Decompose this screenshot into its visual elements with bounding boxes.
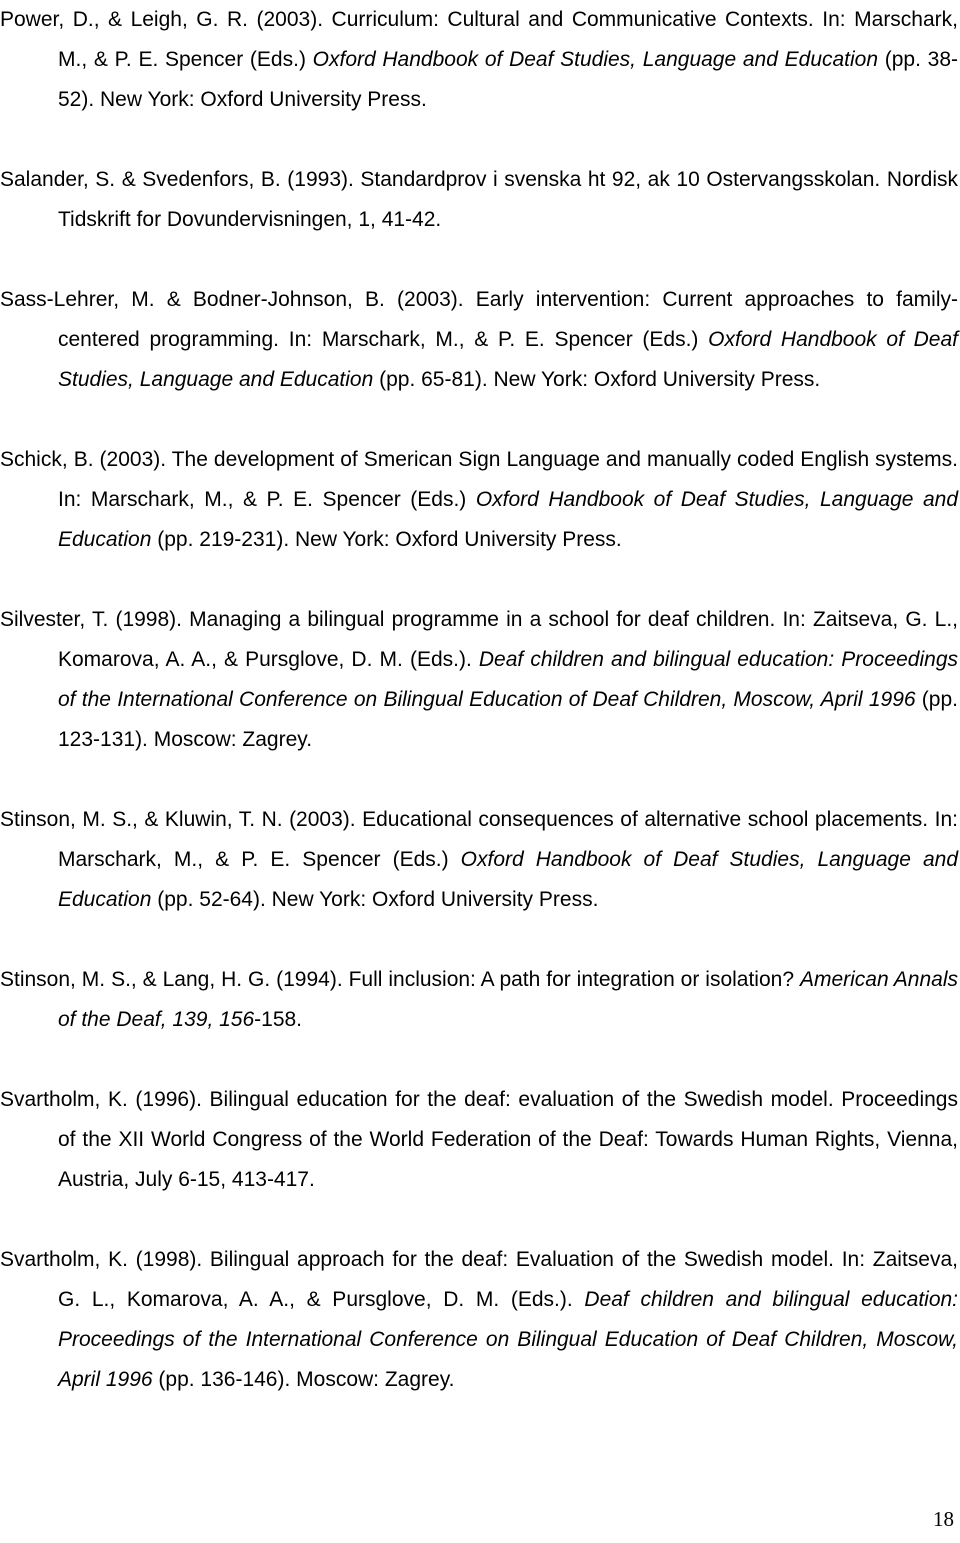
reference-italic-segment: Oxford Handbook of Deaf Studies, Language and Education <box>58 328 959 391</box>
reference-italic-segment: Oxford Handbook of Deaf Studies, Language and Education <box>58 488 958 551</box>
reference-text-segment: Svartholm, K. (1998). Bilingual approach for the deaf: Evaluation of the Swedish model. In: Zaitseva, G. L., Komarova, A. A., & Pursglove, D. M. (Eds.). <box>0 1248 958 1311</box>
reference-entry <box>0 160 958 240</box>
reference-entry <box>0 0 958 120</box>
reference-text-segment: Svartholm, K. (1996). Bilingual education for the deaf: evaluation of the Swedish model. Proceedings of the XII World Congress of the World Federation of the Deaf: Towards Human Rights, Vienna, Austria, July 6-15, 413-417. <box>0 1088 958 1191</box>
reference-text-segment: (pp. 38-52). New York: Oxford University Press. <box>58 48 958 111</box>
reference-entry <box>0 960 958 1040</box>
reference-italic-segment: American Annals of the Deaf, 139, 156 <box>58 968 958 1031</box>
reference-italic-segment: Oxford Handbook of Deaf Studies, Language and Education <box>58 848 959 911</box>
page-number: 18 <box>933 1507 954 1531</box>
reference-entry <box>0 600 958 760</box>
reference-text-segment: Sass-Lehrer, M. & Bodner-Johnson, B. (2003). Early intervention: Current approaches to family-centered programming. In: Marschark, M., & P. E. Spencer (Eds.) <box>0 288 958 351</box>
reference-text-segment: (pp. 65-81). New York: Oxford University Press. <box>373 368 821 391</box>
reference-italic-segment: Deaf children and bilingual education: Proceedings of the International Conference on Bilingual Education of Deaf Children, Moscow, April 1996 <box>58 648 959 711</box>
reference-text-segment: Salander, S. & Svedenfors, B. (1993). Standardprov i svenska ht 92, ak 10 Ostervangsskolan. Nordisk Tidskrift for Dovundervisningen, 1, 41-42. <box>0 168 958 231</box>
reference-text-segment: (pp. 219-231). New York: Oxford University Press. <box>151 528 622 551</box>
reference-text-segment: (pp. 52-64). New York: Oxford University Press. <box>151 888 599 911</box>
reference-text-segment: Stinson, M. S., & Kluwin, T. N. (2003). Educational consequences of alternative school placements. In: Marschark, M., & P. E. Spencer (Eds.) <box>0 808 958 871</box>
reference-entry <box>0 280 958 400</box>
reference-entry <box>0 1080 958 1200</box>
reference-entry <box>0 440 958 560</box>
reference-text-segment: (pp. 123-131). Moscow: Zagrey. <box>58 688 958 751</box>
reference-italic-segment: Oxford Handbook of Deaf Studies, Language and Education <box>312 48 879 71</box>
reference-text-segment: Silvester, T. (1998). Managing a bilingual programme in a school for deaf children. In: Zaitseva, G. L., Komarova, A. A., & Pursglove, D. M. (Eds.). <box>0 608 958 671</box>
reference-entry <box>0 1240 958 1400</box>
reference-text-segment: Stinson, M. S., & Lang, H. G. (1994). Full inclusion: A path for integration or isolation? <box>0 968 800 991</box>
reference-text-segment: Schick, B. (2003). The development of Smerican Sign Language and manually coded English systems. In: Marschark, M., & P. E. Spencer (Eds.) <box>0 448 958 511</box>
reference-italic-segment: Deaf children and bilingual education: Proceedings of the International Conference on Bilingual Education of Deaf Children, Moscow, April 1996 <box>58 1288 959 1391</box>
reference-text-segment: Power, D., & Leigh, G. R. (2003). Curriculum: Cultural and Communicative Contexts. In: Marschark, M., & P. E. Spencer (Eds.) <box>0 8 958 71</box>
reference-entry <box>0 800 958 920</box>
reference-text-segment: -158. <box>254 1008 303 1031</box>
reference-text-segment: (pp. 136-146). Moscow: Zagrey. <box>152 1368 455 1391</box>
